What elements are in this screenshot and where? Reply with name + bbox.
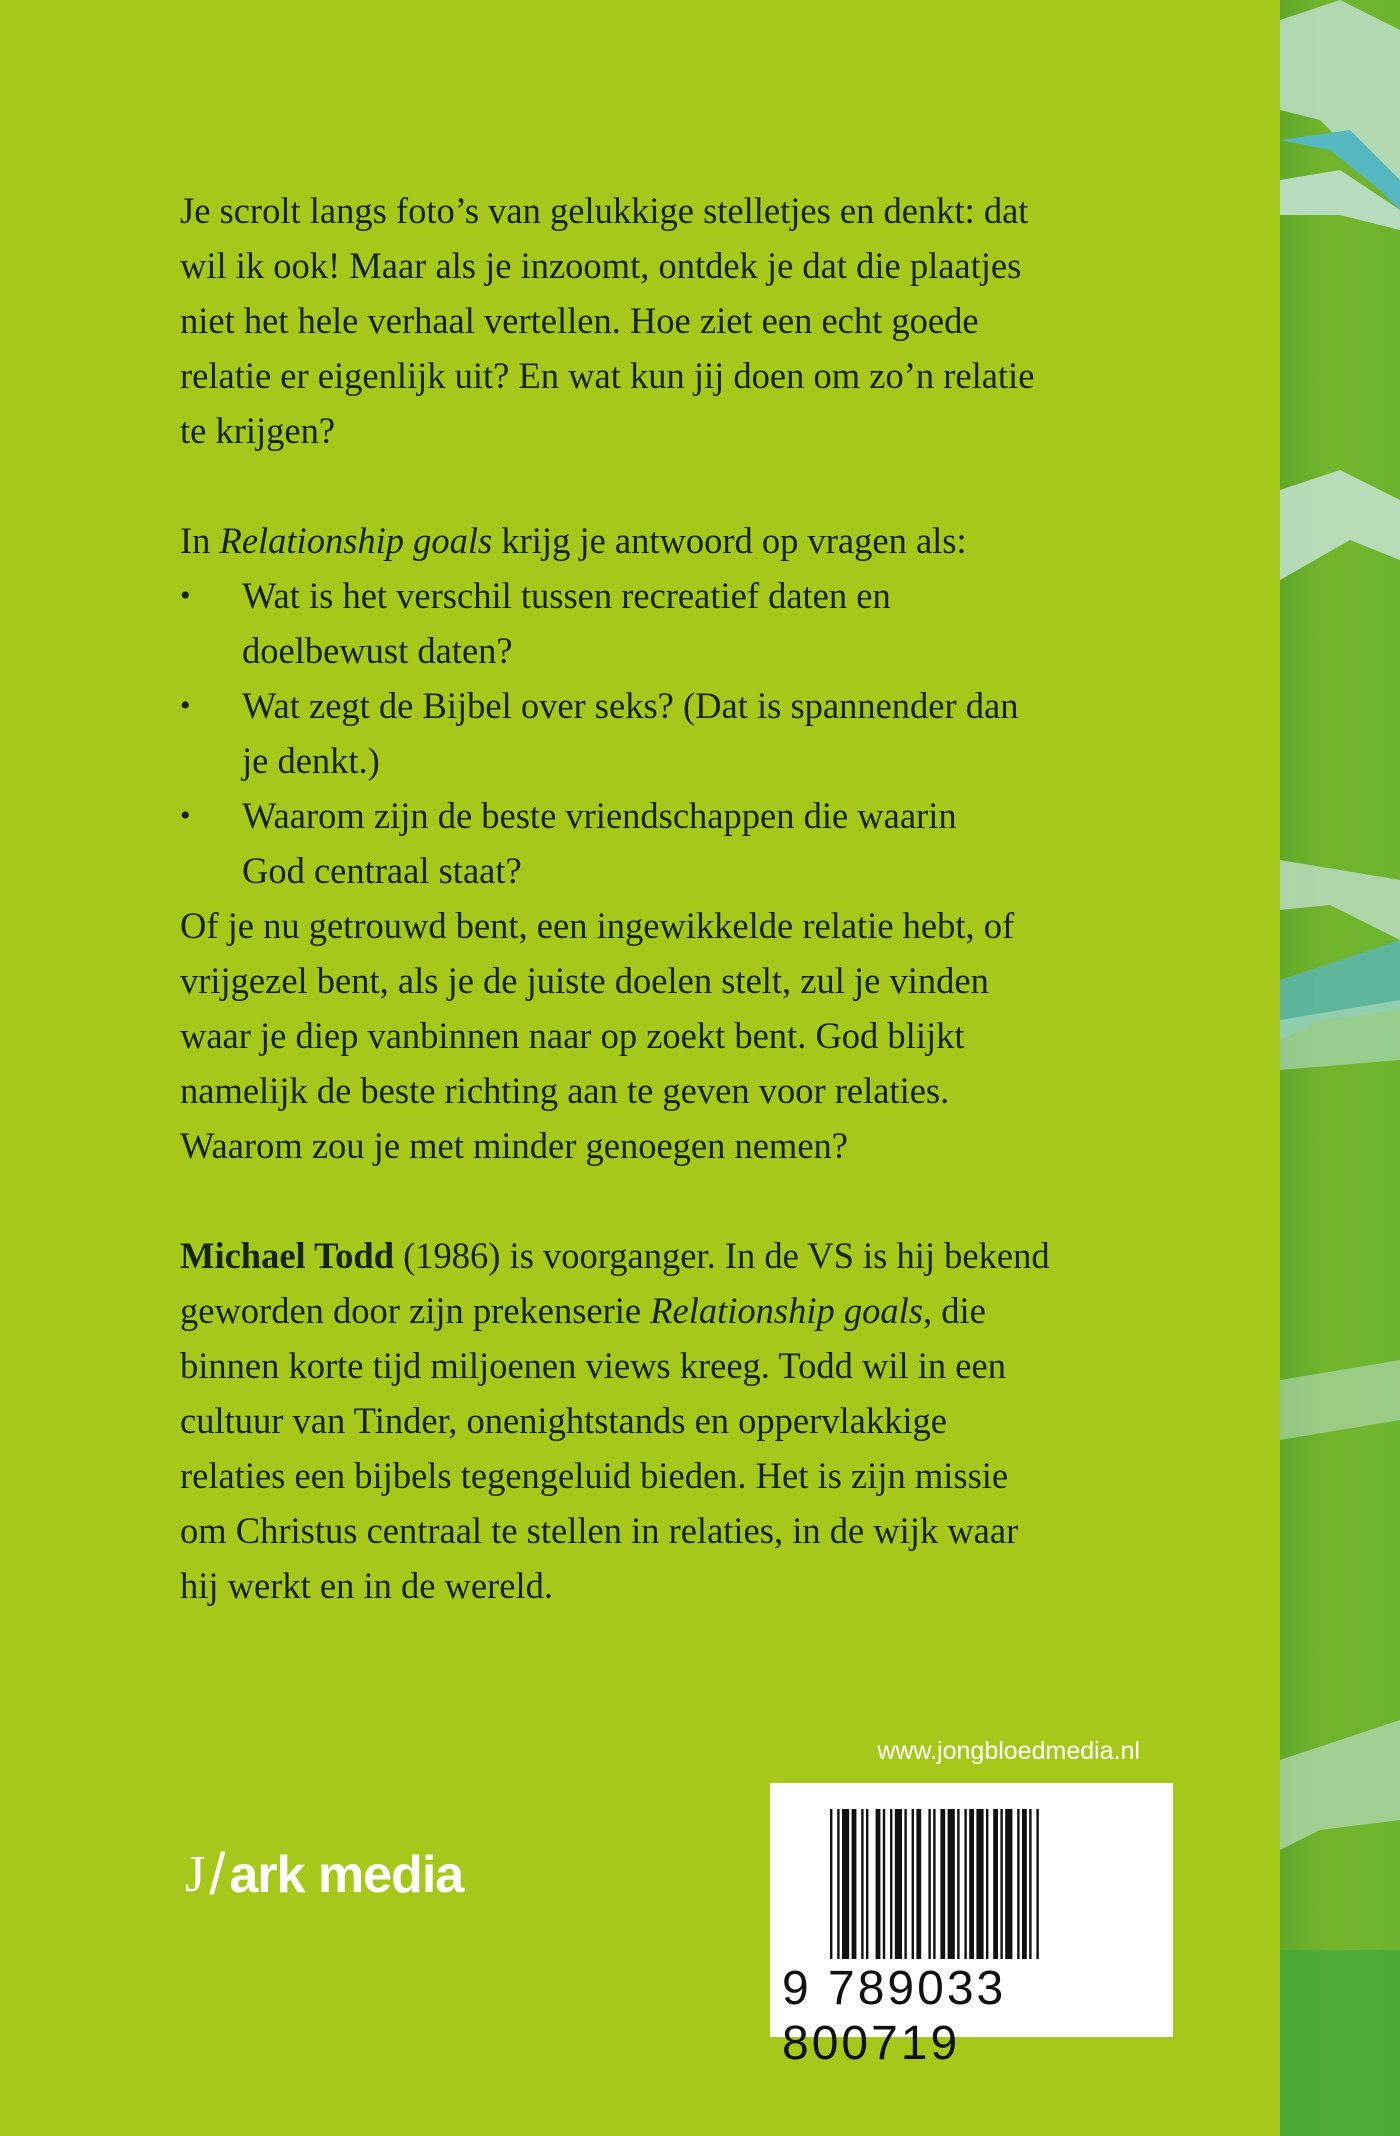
closing-line: Waarom zou je met minder genoegen nemen? [180,1125,848,1166]
bullet-icon: • [180,579,191,612]
author-name: Michael Todd [180,1235,394,1276]
barcode-bar [904,1809,906,1959]
barcode-bar [1000,1809,1002,1959]
barcode-bar [1029,1809,1031,1959]
barcode-bar [957,1809,959,1959]
bullet-line: God centraal staat? [242,850,522,891]
bullet-line: Wat is het verschil tussen recreatief daten en [242,575,891,616]
barcode-bar [883,1809,885,1959]
barcode-bar [1005,1809,1012,1959]
barcode-bar [912,1809,914,1959]
barcode-bar [876,1809,881,1959]
barcode-bar [852,1809,857,1959]
barcode-bar [969,1809,974,1959]
barcode-bar [986,1809,988,1959]
question-intro [180,513,967,568]
intro-line: wil ik ook! Maar als je inzoomt, ontdek je dat die plaatjes [180,245,1022,286]
barcode-bar [895,1809,902,1959]
closing-line: Of je nu getrouwd bent, een ingewikkelde relatie hebt, of [180,905,1015,946]
author-bio-line: binnen korte tijd miljoenen views kreeg. Todd wil in een [180,1345,1006,1386]
barcode-bar [837,1809,839,1959]
logo-slash: / [209,1842,226,1907]
text: geworden door zijn prekenserie [180,1290,651,1331]
text: (1986) is voorganger. In de VS is hij bekend [394,1235,1050,1276]
isbn-barcode [770,1783,1173,2070]
closing-line: vrijgezel bent, als je de juiste doelen stelt, zul je vinden [180,960,989,1001]
barcode-bar [842,1809,849,1959]
barcode-bar [890,1809,892,1959]
author-bio-line [180,1283,986,1338]
barcode-bar [1017,1809,1019,1959]
barcode-bar [1022,1809,1027,1959]
publisher-website: www.jongbloedmedia.nl [877,1737,1140,1765]
barcode-bar [948,1809,955,1959]
cover-spine-artwork [1280,0,1400,2136]
author-bio-line: om Christus centraal te stellen in relaties, in de wijk waar [180,1510,1019,1551]
bullet-line: Waarom zijn de beste vriendschappen die waarin [242,795,957,836]
closing-line: namelijk de beste richting aan te geven voor relaties. [180,1070,950,1111]
bullet-line: Wat zegt de Bijbel over seks? (Dat is spannender dan [242,685,1019,726]
intro-line: te krijgen? [180,410,336,451]
barcode-bar [830,1809,832,1959]
barcode-bar [940,1809,945,1959]
text: , die [923,1290,986,1331]
barcode-bar [916,1809,921,1959]
author-bio-line: cultuur van Tinder, onenightstands en oppervlakkige [180,1400,947,1441]
bullet-line: je denkt.) [242,740,380,781]
book-title: Relationship goals [650,1290,923,1331]
author-bio-line: relaties een bijbels tegengeluid bieden. Het is zijn missie [180,1455,1009,1496]
intro-line: niet het hele verhaal vertellen. Hoe ziet een echt goede [180,300,979,341]
bullet-icon: • [180,799,191,832]
barcode-bar [928,1809,930,1959]
publisher-logo [185,1842,464,1907]
author-bio-line [180,1228,1050,1283]
book-title: Relationship goals [219,520,493,561]
text: In [180,520,220,561]
barcode-bar [861,1809,863,1959]
logo-mark: J [185,1846,206,1903]
closing-line: waar je diep vanbinnen naar op zoekt bent. God blijkt [180,1015,965,1056]
barcode-bar [1036,1809,1038,1959]
text: krijg je antwoord op vragen als: [492,520,967,561]
isbn-number: 9 789033 800719 [782,1962,1007,2070]
barcode-bar [866,1809,868,1959]
intro-line: relatie er eigenlijk uit? En wat kun jij doen om zo’n relatie [180,355,1035,396]
bullet-line: doelbewust daten? [242,630,513,671]
barcode-bar [993,1809,998,1959]
bullet-icon: • [180,689,191,722]
barcode-bar [964,1809,966,1959]
barcode-bar [976,1809,983,1959]
author-bio-line: hij werkt en in de wereld. [180,1565,553,1606]
barcode-bar [933,1809,935,1959]
brush-stroke-art [1280,0,1400,2136]
logo-name: ark media [229,1846,464,1904]
intro-line: Je scrolt langs foto’s van gelukkige stelletjes en denkt: dat [180,190,1029,231]
